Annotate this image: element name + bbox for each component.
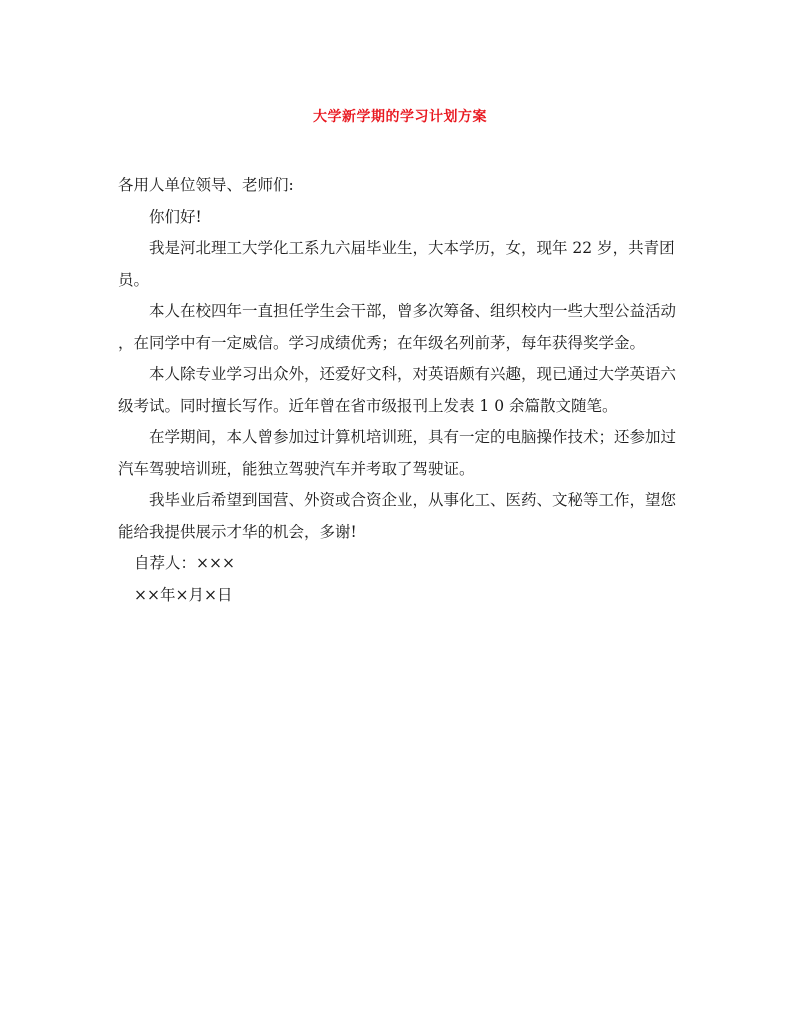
paragraph-line: 我毕业后希望到国营、外资或合资企业，从事化工、医药、文秘等工作，望您 xyxy=(149,491,677,509)
paragraph-line: 在学期间，本人曾参加过计算机培训班，具有一定的电脑操作技术；还参加过 xyxy=(149,428,677,446)
paragraph-line: 我是河北理工大学化工系九六届毕业生，大本学历，女，现年 22 岁，共青团 xyxy=(149,239,675,257)
paragraph-line: 能给我提供展示才华的机会，多谢! xyxy=(118,522,357,541)
paragraph-line: 级考试。同时擅长写作。近年曾在省市级报刊上发表 1 0 余篇散文随笔。 xyxy=(118,396,618,415)
date-line: ××年×月×日 xyxy=(134,585,233,604)
paragraph-line: 员。 xyxy=(118,270,150,289)
greeting-line: 你们好! xyxy=(149,207,202,226)
salutation-line: 各用人单位领导、老师们: xyxy=(118,176,294,194)
paragraph-line: 本人在校四年一直担任学生会干部，曾多次筹备、组织校内一些大型公益活动 xyxy=(149,302,677,320)
paragraph-line: 本人除专业学习出众外，还爱好文科，对英语颇有兴趣，现已通过大学英语六 xyxy=(149,365,677,383)
signature-line: 自荐人：××× xyxy=(134,554,235,572)
paragraph-line: 汽车驾驶培训班，能独立驾驶汽车并考取了驾驶证。 xyxy=(118,459,475,478)
document-body xyxy=(118,170,686,611)
document-title: 大学新学期的学习计划方案 xyxy=(313,109,487,125)
paragraph-line: ，在同学中有一定威信。学习成绩优秀；在年级名列前茅，每年获得奖学金。 xyxy=(118,333,646,352)
